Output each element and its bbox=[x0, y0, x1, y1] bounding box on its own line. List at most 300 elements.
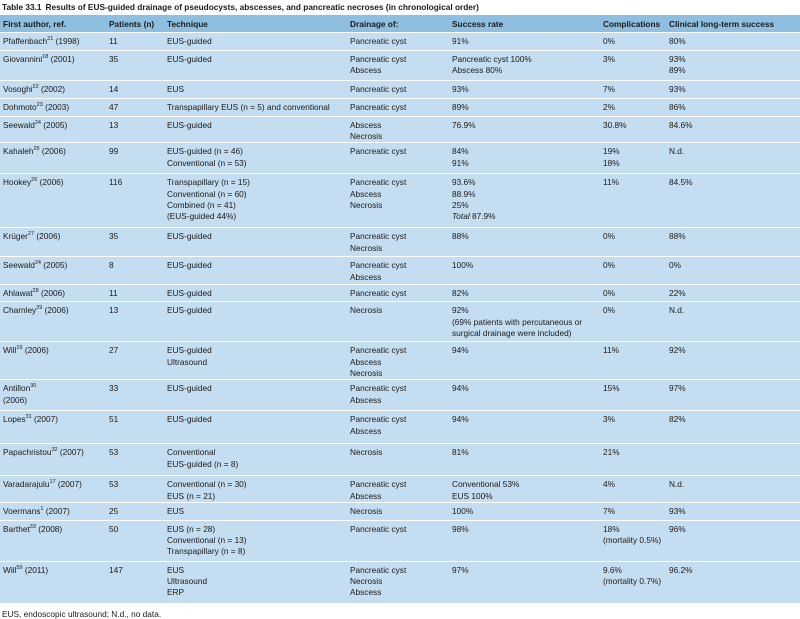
cell-drainage bbox=[347, 143, 449, 174]
cell-longterm bbox=[666, 520, 800, 561]
table-row bbox=[0, 561, 800, 603]
author-year: (2011) bbox=[24, 564, 49, 575]
cell-drainage-line: Necrosis bbox=[350, 505, 383, 516]
cell-technique-line: EUS-guided bbox=[167, 36, 212, 46]
cell-success-line: Conventional 53% bbox=[452, 479, 520, 490]
cell-complications bbox=[600, 476, 666, 502]
cell-author bbox=[0, 520, 106, 561]
cell-author bbox=[0, 51, 106, 81]
cell-longterm-line: 93% bbox=[669, 54, 686, 64]
table-row bbox=[0, 285, 800, 302]
cell-success bbox=[449, 51, 600, 81]
cell-patients: 99 bbox=[106, 143, 164, 174]
table-footnote: EUS, endoscopic ultrasound; N.d., no data. bbox=[2, 608, 162, 619]
cell-success bbox=[449, 99, 600, 117]
cell-technique-line: Conventional (n = 60) bbox=[167, 188, 247, 199]
cell-success-line: 25% bbox=[452, 199, 469, 210]
table-caption bbox=[0, 0, 800, 15]
cell-technique bbox=[164, 561, 347, 603]
cell-patients: 53 bbox=[106, 476, 164, 502]
cell-complications-line: (mortality 0.7%) bbox=[603, 576, 662, 587]
table-row bbox=[0, 228, 800, 257]
author-year: (2003) bbox=[45, 102, 70, 112]
author-ref: 18 bbox=[42, 54, 49, 60]
author-year: (2007) bbox=[34, 414, 59, 425]
author-year: (2006) bbox=[40, 288, 65, 299]
author-name: Giovannini bbox=[3, 54, 43, 64]
cell-complications-line: 19% bbox=[603, 146, 620, 157]
col-header-success: Success rate bbox=[449, 15, 600, 33]
cell-technique bbox=[164, 285, 347, 302]
cell-author bbox=[0, 380, 106, 411]
cell-longterm bbox=[666, 117, 800, 143]
author-name: Papachristou bbox=[3, 447, 52, 458]
cell-success-line: 84% bbox=[452, 146, 469, 157]
cell-technique-line: EUS bbox=[167, 84, 185, 94]
author-year: (2006) bbox=[41, 146, 66, 157]
cell-author bbox=[0, 502, 106, 520]
table-row bbox=[0, 380, 800, 411]
cell-success-line: 91% bbox=[452, 36, 469, 46]
cell-author bbox=[0, 228, 106, 257]
cell-drainage-line: Pancreatic cyst bbox=[350, 523, 407, 534]
cell-technique bbox=[164, 342, 347, 380]
author-name: Charnley bbox=[3, 305, 37, 316]
table-row bbox=[0, 33, 800, 51]
cell-longterm bbox=[666, 302, 800, 342]
cell-drainage-line: Necrosis bbox=[350, 305, 383, 316]
cell-success-line: 92% bbox=[452, 305, 469, 316]
cell-success-line: 97% bbox=[452, 564, 469, 575]
cell-patients: 50 bbox=[106, 520, 164, 561]
cell-complications bbox=[600, 302, 666, 342]
cell-drainage-line: Necrosis bbox=[350, 576, 383, 587]
author-ref: 24 bbox=[34, 260, 41, 267]
cell-longterm-line: 89% bbox=[669, 65, 686, 76]
cell-complications-line: 9.6% bbox=[603, 564, 622, 575]
cell-complications-line: 0% bbox=[603, 305, 615, 316]
cell-technique-line: EUS bbox=[167, 564, 185, 575]
cell-technique bbox=[164, 502, 347, 520]
cell-longterm bbox=[666, 257, 800, 285]
cell-success-line: (69% patients with percutaneous or bbox=[452, 316, 583, 327]
cell-complications-line: 4% bbox=[603, 479, 615, 490]
author-ref: 19 bbox=[16, 345, 23, 352]
cell-longterm-line: N.d. bbox=[669, 146, 685, 157]
author-name: Varadarajulu bbox=[3, 479, 50, 490]
author-year: (2001) bbox=[50, 54, 75, 64]
cell-drainage bbox=[347, 411, 449, 444]
cell-success-line: 82% bbox=[452, 288, 469, 299]
cell-drainage bbox=[347, 117, 449, 143]
cell-drainage bbox=[347, 33, 449, 51]
cell-technique-line: EUS (n = 28) bbox=[167, 523, 216, 534]
cell-technique-line: EUS-guided (n = 46) bbox=[167, 146, 243, 157]
table-row bbox=[0, 81, 800, 99]
cell-technique-line: Transpapillary (n = 8) bbox=[167, 546, 246, 557]
author-year: (2006) bbox=[3, 394, 27, 405]
table-title: Results of EUS-guided drainage of pseudocysts, abscesses, and pancreatic necroses (in chronological order) bbox=[45, 2, 479, 12]
cell-technique bbox=[164, 228, 347, 257]
author-name: Barthet bbox=[3, 523, 30, 534]
cell-longterm-line: 88% bbox=[669, 231, 686, 242]
cell-success-line: 98% bbox=[452, 523, 469, 534]
cell-drainage-line: Abscess bbox=[350, 425, 382, 436]
cell-author bbox=[0, 174, 106, 228]
cell-drainage bbox=[347, 342, 449, 380]
cell-longterm-line: 97% bbox=[669, 383, 686, 394]
author-ref: 25 bbox=[33, 146, 40, 153]
cell-longterm bbox=[666, 502, 800, 520]
cell-longterm-line: 86% bbox=[669, 102, 686, 112]
cell-drainage bbox=[347, 228, 449, 257]
cell-longterm bbox=[666, 51, 800, 81]
cell-success-line: 93% bbox=[452, 84, 469, 94]
author-name: Pfaffenbach bbox=[3, 36, 48, 46]
cell-technique bbox=[164, 444, 347, 476]
author-ref: 32 bbox=[51, 447, 58, 454]
cell-technique-line: Conventional (n = 30) bbox=[167, 479, 247, 490]
cell-success-line: 100% bbox=[452, 260, 474, 271]
cell-technique bbox=[164, 99, 347, 117]
cell-author bbox=[0, 81, 106, 99]
cell-drainage bbox=[347, 502, 449, 520]
cell-author bbox=[0, 561, 106, 603]
cell-drainage-line: Abscess bbox=[350, 356, 382, 367]
cell-drainage bbox=[347, 51, 449, 81]
cell-drainage-line: Pancreatic cyst bbox=[350, 231, 407, 242]
cell-complications bbox=[600, 444, 666, 476]
cell-drainage-line: Necrosis bbox=[350, 242, 383, 253]
author-name: Voermans bbox=[3, 505, 41, 516]
table-row bbox=[0, 476, 800, 502]
cell-success bbox=[449, 117, 600, 143]
cell-patients: 47 bbox=[106, 99, 164, 117]
cell-technique-line: EUS-guided bbox=[167, 383, 212, 394]
cell-author bbox=[0, 302, 106, 342]
cell-drainage-line: Pancreatic cyst bbox=[350, 288, 407, 299]
cell-technique-line: EUS bbox=[167, 505, 185, 516]
cell-longterm bbox=[666, 285, 800, 302]
cell-longterm-line: 84.5% bbox=[669, 177, 693, 188]
cell-complications-line: 0% bbox=[603, 288, 615, 299]
cell-complications bbox=[600, 99, 666, 117]
cell-drainage bbox=[347, 520, 449, 561]
cell-author bbox=[0, 411, 106, 444]
cell-longterm-line: 82% bbox=[669, 414, 686, 425]
cell-longterm bbox=[666, 411, 800, 444]
cell-complications-line: 3% bbox=[603, 54, 615, 64]
cell-drainage-line: Abscess bbox=[350, 394, 382, 405]
author-year: (2005) bbox=[43, 260, 68, 271]
cell-technique-line: EUS (n = 21) bbox=[167, 490, 216, 501]
col-header-author: First author, ref. bbox=[0, 15, 106, 33]
cell-longterm-line: N.d. bbox=[669, 305, 685, 316]
cell-drainage-line: Pancreatic cyst bbox=[350, 54, 407, 64]
cell-technique-line: ERP bbox=[167, 587, 185, 598]
cell-drainage-line: Necrosis bbox=[350, 131, 383, 142]
author-name: Hookey bbox=[3, 177, 32, 188]
cell-drainage bbox=[347, 561, 449, 603]
cell-success-line: 76.9% bbox=[452, 120, 476, 130]
cell-drainage-line: Necrosis bbox=[350, 199, 383, 210]
cell-author bbox=[0, 285, 106, 302]
author-name: Lopes bbox=[3, 414, 26, 425]
cell-complications bbox=[600, 561, 666, 603]
cell-technique-line: Ultrasound bbox=[167, 576, 208, 587]
author-name: Seewald bbox=[3, 120, 35, 130]
author-name: Seewald bbox=[3, 260, 35, 271]
cell-longterm bbox=[666, 174, 800, 228]
cell-technique-line: EUS-guided bbox=[167, 305, 212, 316]
cell-drainage-line: Abscess bbox=[350, 120, 382, 130]
cell-drainage-line: Pancreatic cyst bbox=[350, 177, 407, 188]
cell-complications bbox=[600, 520, 666, 561]
cell-technique bbox=[164, 411, 347, 444]
cell-technique bbox=[164, 380, 347, 411]
cell-patients: 35 bbox=[106, 228, 164, 257]
author-ref: 24 bbox=[34, 120, 41, 126]
cell-technique bbox=[164, 520, 347, 561]
author-ref: 59 bbox=[16, 564, 23, 571]
table-row bbox=[0, 51, 800, 81]
cell-complications-line: 3% bbox=[603, 414, 615, 425]
cell-longterm bbox=[666, 476, 800, 502]
author-year: (2007) bbox=[59, 447, 84, 458]
col-header-patients: Patients (n) bbox=[106, 15, 164, 33]
author-name: Antillon bbox=[3, 383, 31, 394]
cell-complications bbox=[600, 257, 666, 285]
cell-complications bbox=[600, 502, 666, 520]
cell-longterm-line: 80% bbox=[669, 36, 686, 46]
author-name: Will bbox=[3, 564, 17, 575]
cell-technique bbox=[164, 302, 347, 342]
cell-patients: 13 bbox=[106, 117, 164, 143]
cell-author bbox=[0, 33, 106, 51]
col-header-drainage: Drainage of: bbox=[347, 15, 449, 33]
cell-drainage-line: Necrosis bbox=[350, 367, 383, 378]
cell-drainage-line: Pancreatic cyst bbox=[350, 146, 407, 157]
cell-technique-line: Ultrasound bbox=[167, 356, 208, 367]
author-ref: 30 bbox=[30, 383, 37, 390]
cell-drainage bbox=[347, 257, 449, 285]
cell-drainage-line: Necrosis bbox=[350, 447, 383, 458]
cell-drainage-line: Pancreatic cyst bbox=[350, 564, 407, 575]
author-ref: 23 bbox=[36, 102, 43, 108]
cell-technique-line: Conventional (n = 13) bbox=[167, 535, 247, 546]
cell-success bbox=[449, 476, 600, 502]
cell-longterm-line: 93% bbox=[669, 505, 686, 516]
cell-author bbox=[0, 476, 106, 502]
cell-complications bbox=[600, 117, 666, 143]
cell-success-line: 91% bbox=[452, 157, 469, 168]
cell-complications-line: 2% bbox=[603, 102, 615, 112]
cell-technique bbox=[164, 33, 347, 51]
cell-patients: 8 bbox=[106, 257, 164, 285]
author-name: Kahaleh bbox=[3, 146, 34, 157]
table-row bbox=[0, 302, 800, 342]
cell-drainage-line: Pancreatic cyst bbox=[350, 102, 407, 112]
cell-technique-line: Transpapillary (n = 15) bbox=[167, 177, 250, 188]
author-year: (2007) bbox=[57, 479, 82, 490]
cell-complications-line: 7% bbox=[603, 84, 615, 94]
cell-drainage bbox=[347, 285, 449, 302]
cell-drainage-line: Abscess bbox=[350, 188, 382, 199]
author-year: (2005) bbox=[43, 120, 68, 130]
cell-longterm bbox=[666, 380, 800, 411]
author-ref: 29 bbox=[36, 305, 43, 312]
cell-author bbox=[0, 257, 106, 285]
cell-complications bbox=[600, 143, 666, 174]
cell-longterm-line: 93% bbox=[669, 84, 686, 94]
table-row bbox=[0, 502, 800, 520]
cell-success bbox=[449, 520, 600, 561]
author-ref: 1 bbox=[40, 505, 44, 512]
cell-author bbox=[0, 342, 106, 380]
cell-success bbox=[449, 444, 600, 476]
cell-longterm bbox=[666, 33, 800, 51]
cell-success bbox=[449, 33, 600, 51]
author-ref: 26 bbox=[31, 177, 38, 184]
author-year: (2006) bbox=[39, 177, 64, 188]
cell-complications-line: 0% bbox=[603, 260, 615, 271]
cell-success-line: 88.9% bbox=[452, 188, 476, 199]
author-ref: 33 bbox=[29, 523, 36, 530]
cell-patients: 33 bbox=[106, 380, 164, 411]
cell-success-line: 81% bbox=[452, 447, 469, 458]
cell-complications-line: 21% bbox=[603, 447, 620, 458]
cell-drainage bbox=[347, 476, 449, 502]
cell-patients: 25 bbox=[106, 502, 164, 520]
cell-success-line: 89% bbox=[452, 102, 469, 112]
author-name: Will bbox=[3, 345, 17, 356]
author-ref: 28 bbox=[32, 288, 39, 295]
table-row bbox=[0, 143, 800, 174]
total-value: 87.9% bbox=[472, 211, 496, 222]
cell-longterm-line: 96% bbox=[669, 523, 686, 534]
author-name: Dohmoto bbox=[3, 102, 37, 112]
cell-drainage-line: Pancreatic cyst bbox=[350, 414, 407, 425]
author-name: Krüger bbox=[3, 231, 28, 242]
cell-technique-line: (EUS-guided 44%) bbox=[167, 211, 237, 222]
cell-drainage bbox=[347, 302, 449, 342]
cell-success-line: 94% bbox=[452, 345, 469, 356]
cell-drainage bbox=[347, 81, 449, 99]
cell-success bbox=[449, 502, 600, 520]
author-ref: 17 bbox=[49, 479, 56, 486]
cell-success-line: 88% bbox=[452, 231, 469, 242]
cell-patients: 27 bbox=[106, 342, 164, 380]
cell-complications bbox=[600, 174, 666, 228]
author-ref: 27 bbox=[27, 231, 35, 238]
cell-technique-line: Combined (n = 41) bbox=[167, 199, 236, 210]
cell-drainage-line: Pancreatic cyst bbox=[350, 479, 407, 490]
table-row bbox=[0, 99, 800, 117]
cell-technique-line: EUS-guided bbox=[167, 414, 212, 425]
cell-technique-line: EUS-guided bbox=[167, 120, 212, 130]
cell-technique bbox=[164, 143, 347, 174]
header-row bbox=[0, 15, 800, 33]
cell-drainage bbox=[347, 444, 449, 476]
table-row bbox=[0, 342, 800, 380]
cell-success bbox=[449, 302, 600, 342]
cell-patients: 51 bbox=[106, 411, 164, 444]
cell-technique-line: Transpapillary EUS (n = 5) and conventional bbox=[167, 102, 330, 112]
cell-success bbox=[449, 81, 600, 99]
cell-technique-line: EUS-guided (n = 8) bbox=[167, 458, 239, 469]
cell-complications bbox=[600, 51, 666, 81]
cell-drainage bbox=[347, 380, 449, 411]
cell-success bbox=[449, 174, 600, 228]
cell-longterm-line: 92% bbox=[669, 345, 686, 356]
author-year: (2006) bbox=[36, 231, 61, 242]
cell-complications bbox=[600, 380, 666, 411]
cell-complications-line: 11% bbox=[603, 177, 619, 188]
cell-longterm-line: 22% bbox=[669, 288, 686, 299]
author-name: Ahlawat bbox=[3, 288, 33, 299]
cell-complications-line: 7% bbox=[603, 505, 615, 516]
cell-success-line: 100% bbox=[452, 505, 474, 516]
cell-author bbox=[0, 444, 106, 476]
author-year: (1998) bbox=[55, 36, 80, 46]
cell-technique bbox=[164, 81, 347, 99]
success-total bbox=[452, 211, 597, 222]
cell-drainage-line: Pancreatic cyst bbox=[350, 345, 407, 356]
cell-complications bbox=[600, 342, 666, 380]
cell-patients: 11 bbox=[106, 33, 164, 51]
table-row bbox=[0, 257, 800, 285]
cell-longterm bbox=[666, 561, 800, 603]
cell-success bbox=[449, 257, 600, 285]
cell-longterm bbox=[666, 99, 800, 117]
results-table bbox=[0, 15, 800, 604]
cell-drainage-line: Pancreatic cyst bbox=[350, 36, 407, 46]
cell-success bbox=[449, 285, 600, 302]
cell-success-line: Pancreatic cyst 100% bbox=[452, 54, 532, 64]
cell-patients: 116 bbox=[106, 174, 164, 228]
author-year: (2006) bbox=[24, 345, 49, 356]
cell-complications bbox=[600, 285, 666, 302]
cell-technique-line: Conventional (n = 53) bbox=[167, 157, 247, 168]
table-row bbox=[0, 174, 800, 228]
col-header-complications: Complications bbox=[600, 15, 666, 33]
table-row bbox=[0, 411, 800, 444]
author-ref: 31 bbox=[25, 414, 32, 421]
cell-complications bbox=[600, 411, 666, 444]
author-year: (2006) bbox=[44, 305, 69, 316]
cell-longterm bbox=[666, 444, 800, 476]
cell-success bbox=[449, 380, 600, 411]
author-year: (2007) bbox=[45, 505, 70, 516]
cell-success-line: surgical drainage were included) bbox=[452, 327, 572, 338]
cell-complications-line: (mortality 0.5%) bbox=[603, 535, 662, 546]
col-header-technique: Technique bbox=[164, 15, 347, 33]
cell-patients: 13 bbox=[106, 302, 164, 342]
cell-longterm-line: 96.2% bbox=[669, 564, 693, 575]
cell-patients: 147 bbox=[106, 561, 164, 603]
author-year: (2008) bbox=[38, 523, 63, 534]
table-row bbox=[0, 117, 800, 143]
cell-drainage-line: Pancreatic cyst bbox=[350, 383, 407, 394]
cell-drainage-line: Abscess bbox=[350, 490, 382, 501]
cell-complications-line: 30.8% bbox=[603, 120, 627, 130]
author-year: (2002) bbox=[40, 84, 65, 94]
cell-drainage bbox=[347, 99, 449, 117]
cell-success bbox=[449, 561, 600, 603]
author-ref: 21 bbox=[47, 36, 54, 42]
author-name: Vosoghi bbox=[3, 84, 33, 94]
table-row bbox=[0, 444, 800, 476]
